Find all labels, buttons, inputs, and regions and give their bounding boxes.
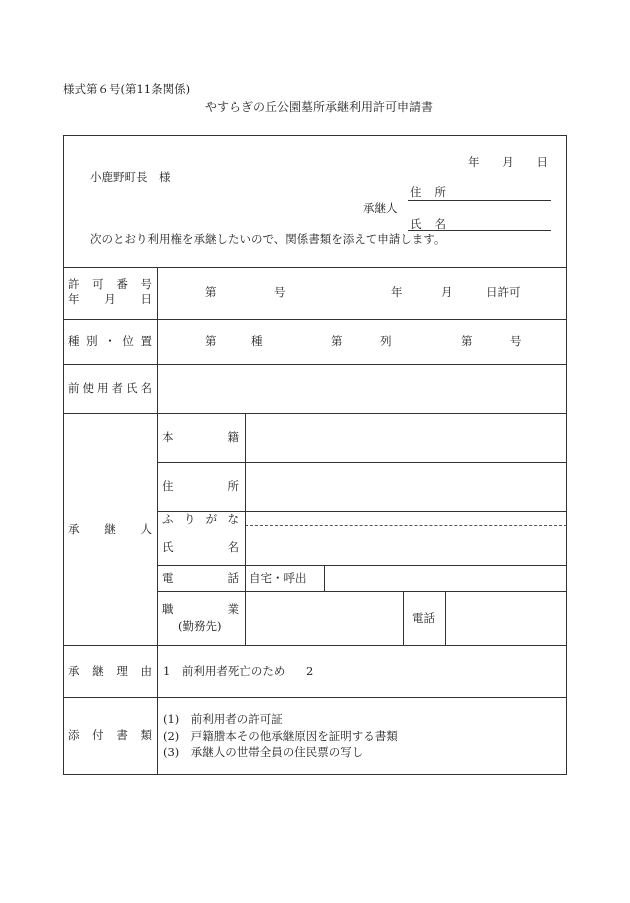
permit-date-label: 年 月 日 — [68, 292, 152, 306]
type-position-label: 種 別 ・ 位 置 — [68, 334, 152, 348]
number-dai: 第 — [461, 334, 473, 348]
attachment-item-2: (2) 戸籍謄本その他承継原因を証明する書類 — [163, 729, 398, 743]
row-retsu: 列 — [380, 334, 392, 348]
permit-dai: 第 — [205, 285, 217, 299]
application-form-table — [63, 135, 567, 775]
permit-year: 年 — [391, 285, 403, 299]
successor-label: 承 継 人 — [68, 522, 152, 536]
occupation-label: 職 業 — [162, 602, 239, 616]
phone-label: 電 話 — [162, 571, 239, 585]
form-number: 様式第６号(第11条関係) — [63, 82, 191, 96]
permit-number-label: 許 可 番 号 — [68, 277, 152, 291]
attachment-item-1: (1) 前利用者の許可証 — [163, 712, 283, 726]
application-statement: 次のとおり利用権を承継したいので、関係書類を添えて申請します。 — [90, 232, 446, 246]
applicant-address-field[interactable] — [408, 200, 551, 201]
occupation-phone-label: 電話 — [412, 611, 435, 625]
furigana-label: ふ り が な — [162, 512, 239, 526]
phone-option[interactable]: 自宅・呼出 — [249, 571, 307, 585]
permit-go: 号 — [274, 285, 286, 299]
successor-address-label: 住 所 — [162, 479, 239, 493]
applicant-name-field[interactable] — [408, 230, 551, 231]
row-dai: 第 — [331, 334, 343, 348]
attachments-label: 添 付 書 類 — [68, 728, 152, 742]
reason-label: 承 継 理 由 — [68, 664, 152, 678]
successor-name-label: 氏 名 — [162, 540, 239, 554]
applicant-name-label: 氏 名 — [410, 217, 446, 231]
workplace-label: (勤務先) — [178, 619, 222, 633]
number-go: 号 — [510, 334, 522, 348]
applicant-address-label: 住 所 — [410, 185, 446, 199]
application-date: 年 月 日 — [468, 155, 548, 169]
honseki-label: 本 籍 — [162, 430, 239, 444]
reason-option-1[interactable]: 1 前利用者死亡のため — [163, 664, 286, 678]
previous-user-label: 前 使 用 者 氏 名 — [68, 381, 152, 395]
type-shu: 種 — [251, 334, 263, 348]
page-title: やすらぎの丘公園墓所承継利用許可申請書 — [205, 100, 434, 114]
addressee: 小鹿野町長 様 — [90, 170, 171, 184]
applicant-label: 承継人 — [363, 201, 398, 215]
permit-month: 月 — [441, 285, 453, 299]
reason-option-2[interactable]: 2 — [306, 664, 314, 678]
attachment-item-3: (3) 承継人の世帯全員の住民票の写し — [163, 745, 364, 759]
type-dai: 第 — [205, 334, 217, 348]
permit-day: 日許可 — [486, 285, 521, 299]
